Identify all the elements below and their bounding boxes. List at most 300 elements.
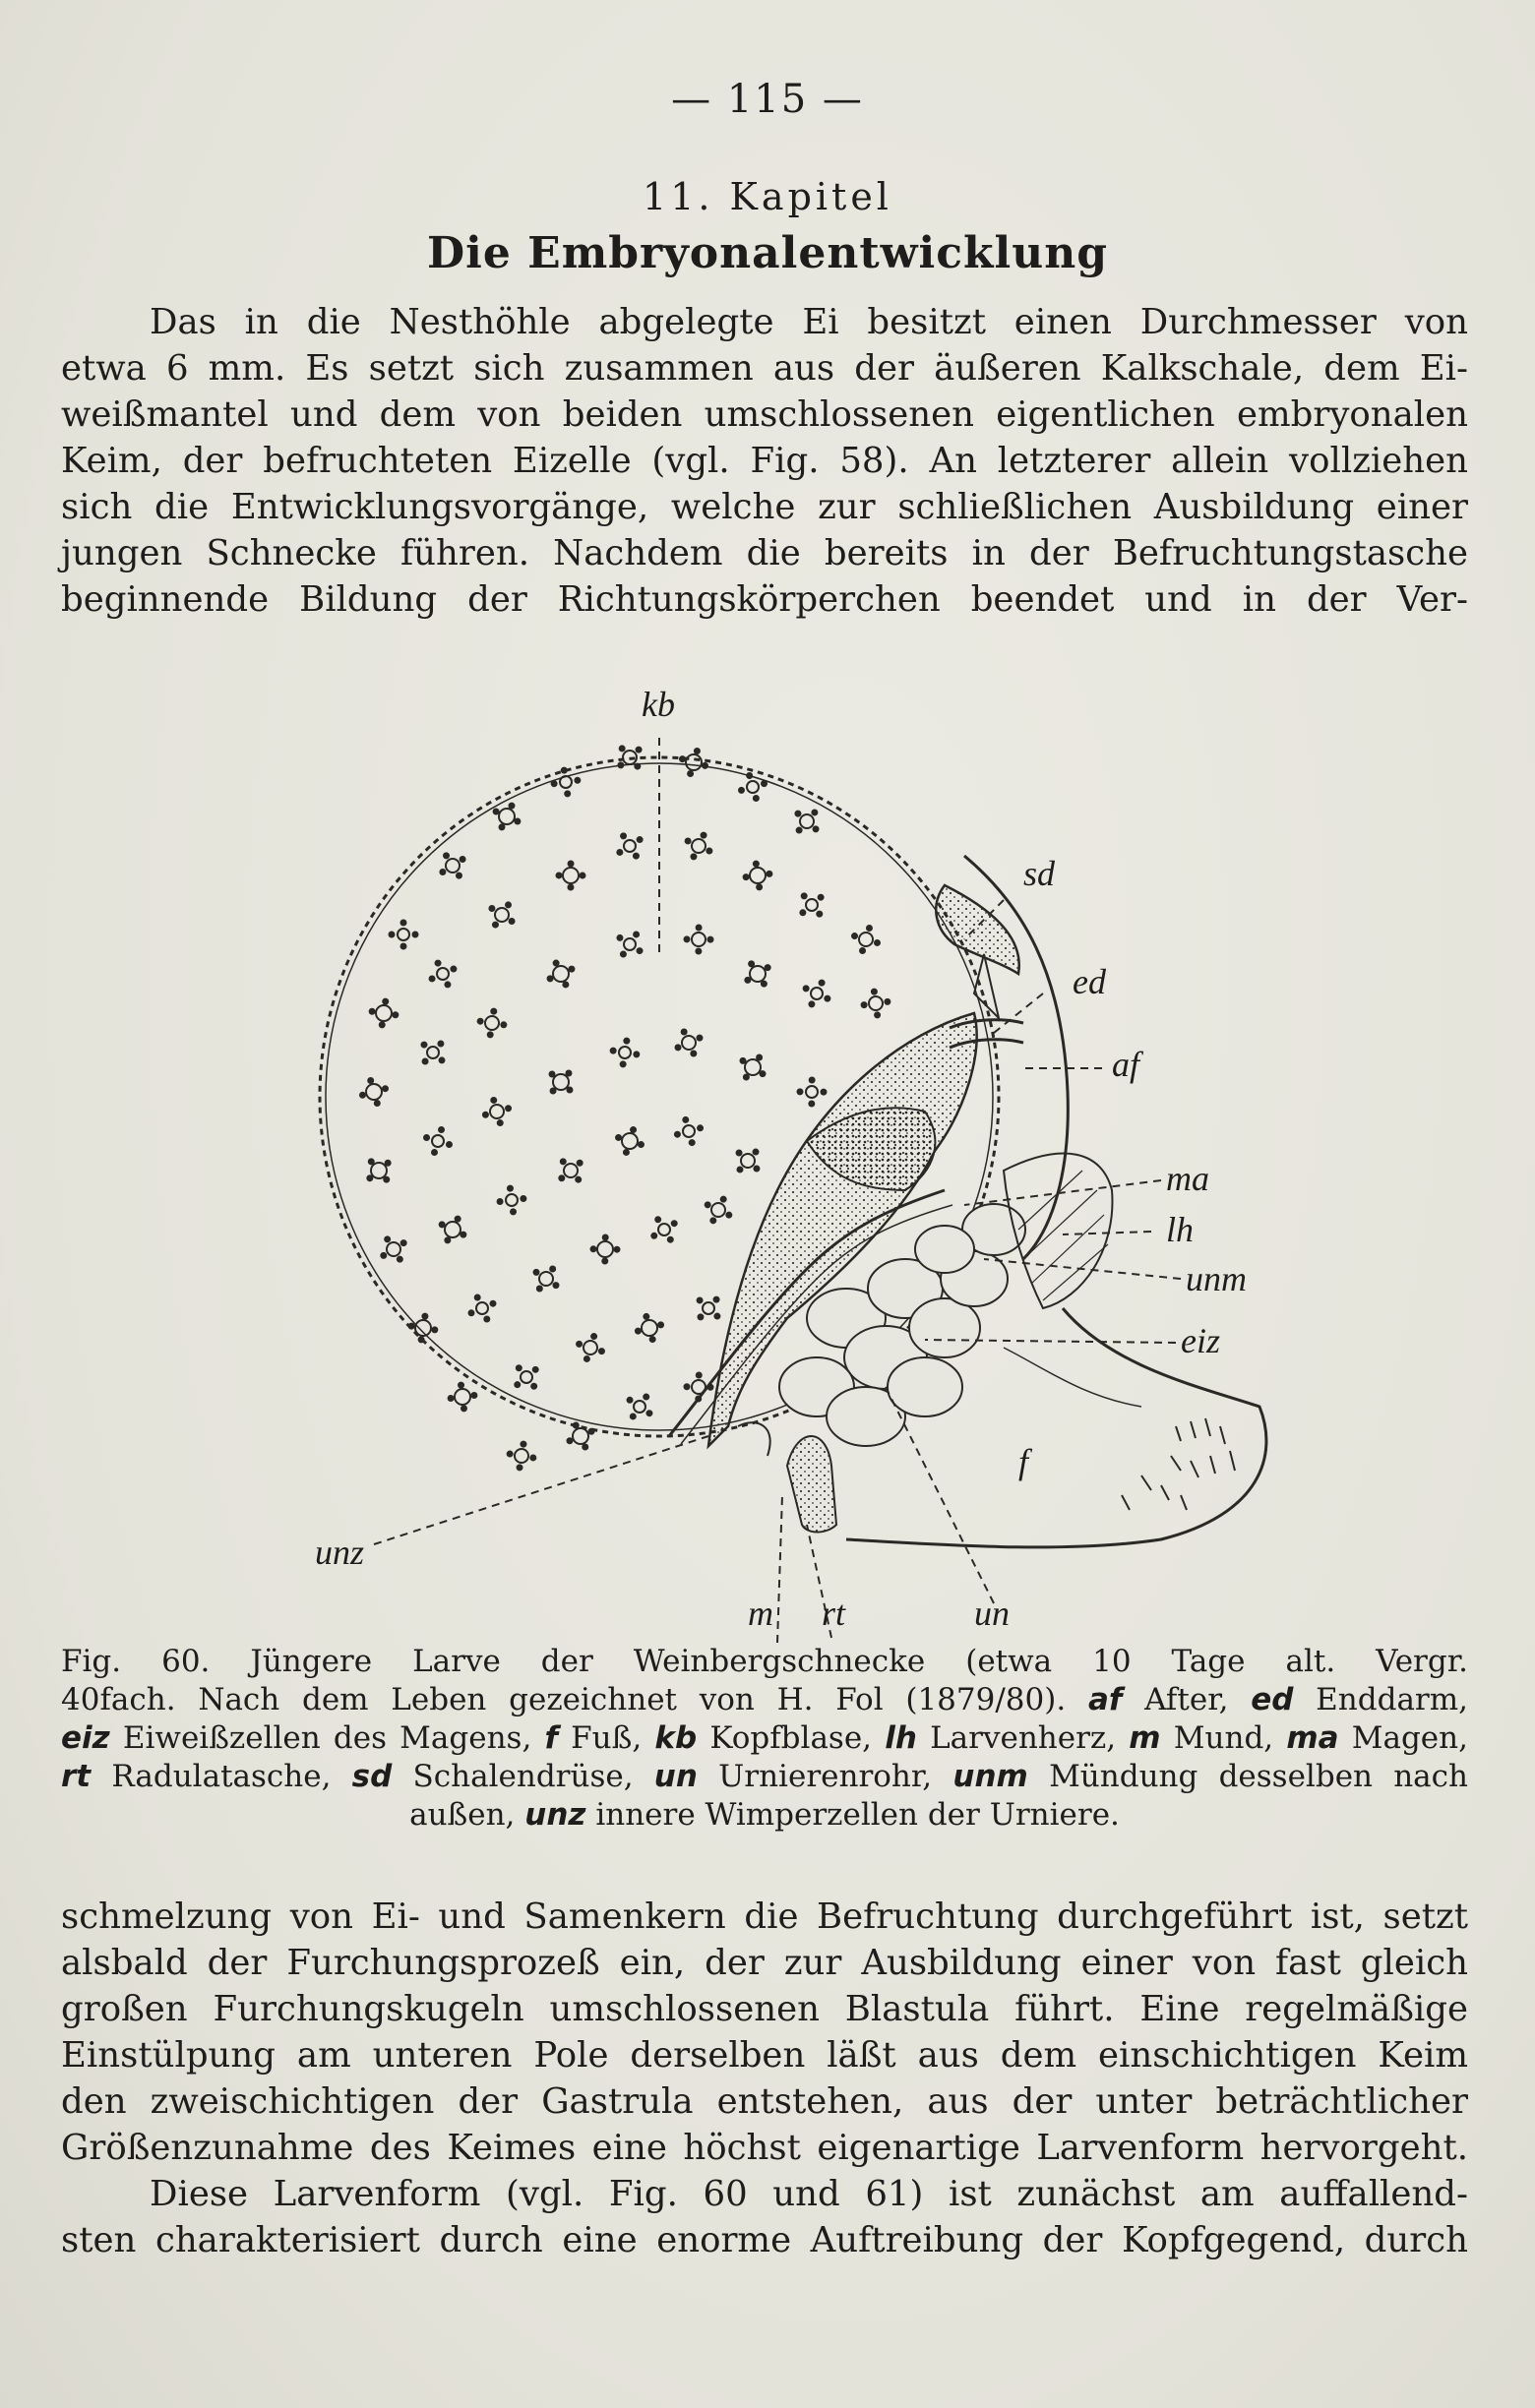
cell-nucleus — [686, 754, 702, 770]
cell-granule — [766, 965, 770, 970]
cell-granule — [422, 1314, 427, 1319]
cell-granule — [862, 1002, 867, 1007]
cell-granule — [703, 763, 707, 768]
cell-granule — [421, 1043, 426, 1048]
cell-granule — [658, 1322, 663, 1327]
cell-granule — [494, 810, 499, 814]
cell-granule — [616, 1135, 621, 1140]
cell-granule — [875, 1012, 880, 1017]
cell-granule — [438, 1041, 443, 1046]
cell-granule — [515, 1382, 520, 1387]
cell-granule — [565, 791, 570, 796]
cell-granule — [740, 1058, 745, 1063]
cell-granule — [584, 1356, 589, 1361]
cell-granule — [548, 976, 553, 981]
cell-granule — [676, 1045, 681, 1050]
cell-granule — [644, 1395, 648, 1400]
cell-nucleus — [573, 1428, 588, 1444]
cell-granule — [639, 1142, 644, 1147]
cell-granule — [559, 1175, 564, 1180]
cell-granule — [552, 781, 557, 786]
cell-nucleus — [750, 868, 766, 883]
cell-granule — [685, 936, 690, 941]
cell-granule — [385, 1236, 390, 1241]
page-number: — 115 — — [671, 77, 864, 122]
cell-granule — [521, 1196, 525, 1201]
cell-granule — [860, 948, 865, 953]
cell-granule — [638, 837, 643, 842]
cell-nucleus — [427, 1047, 439, 1058]
cell-granule — [621, 952, 626, 957]
cell-granule — [754, 862, 759, 867]
cell-granule — [617, 935, 622, 940]
cell-granule — [706, 1202, 710, 1207]
cell-granule — [471, 1393, 476, 1398]
cell-granule — [537, 1286, 542, 1291]
text-line: großen Furchungskugeln umschlossenen Blastula führt. Eine regelmäßige — [61, 1989, 1468, 2029]
cell-granule — [511, 1209, 516, 1214]
cell-granule — [852, 933, 857, 938]
cell-granule — [690, 1140, 695, 1145]
cell-granule — [484, 1316, 489, 1321]
cell-nucleus — [560, 776, 572, 788]
foot-cilia — [1122, 1418, 1235, 1510]
cell-nucleus — [398, 929, 409, 940]
cell-granule — [685, 1384, 690, 1389]
cell-granule — [469, 1310, 474, 1315]
cell-granule — [508, 1186, 513, 1191]
cell-granule — [710, 1218, 715, 1223]
label-rt: rt — [822, 1594, 846, 1633]
text-line: Diese Larvenform (vgl. Fig. 60 und 61) ist zunächst am auffallend- — [150, 2174, 1468, 2214]
text-line: Das in die Nesthöhle abgelegte Ei besitzt einen Durchmesser von — [150, 302, 1468, 342]
cell-granule — [621, 833, 626, 838]
chapter-heading: 11. Kapitel — [643, 175, 892, 218]
cell-granule — [534, 1270, 539, 1275]
cell-granule — [614, 1247, 619, 1252]
cell-nucleus — [750, 966, 766, 982]
cell-granule — [621, 1061, 626, 1066]
foot-inner-line — [1004, 1348, 1141, 1407]
cell-granule — [749, 961, 754, 966]
cell-granule — [762, 982, 767, 987]
cell-granule — [440, 1057, 445, 1062]
cell-granule — [726, 1213, 731, 1218]
cell-granule — [531, 1384, 536, 1389]
label-ed: ed — [1073, 962, 1106, 1001]
cell-granule — [655, 1217, 660, 1222]
cell-granule — [578, 1161, 583, 1166]
cell-granule — [707, 937, 712, 942]
cell-granule — [369, 1159, 374, 1164]
cell-granule — [440, 1222, 445, 1227]
cell-granule — [767, 872, 771, 876]
cell-granule — [631, 1414, 636, 1418]
cell-granule — [875, 940, 880, 945]
cell-granule — [620, 746, 625, 751]
cell-granule — [413, 933, 418, 937]
cell-nucleus — [485, 1016, 499, 1030]
cell-nucleus — [619, 1047, 631, 1058]
cell-granule — [447, 1142, 452, 1147]
cell-granule — [697, 1373, 702, 1378]
cell-nucleus — [490, 1105, 504, 1118]
cell-granule — [624, 1039, 629, 1044]
cell-granule — [668, 1237, 673, 1242]
cell-nucleus — [806, 1086, 818, 1098]
cell-granule — [500, 824, 505, 829]
cell-granule — [493, 923, 498, 928]
cell-granule — [478, 1019, 483, 1024]
cell-nucleus — [539, 1272, 553, 1286]
cell-nucleus — [371, 1163, 387, 1178]
cell-nucleus — [553, 966, 569, 982]
cell-granule — [554, 961, 559, 966]
cell-granule — [375, 1101, 380, 1106]
cell-granule — [563, 982, 568, 987]
cell-granule — [386, 1161, 391, 1166]
cell-nucleus — [495, 908, 509, 922]
label-ma: ma — [1166, 1159, 1209, 1198]
cell-granule — [757, 1054, 762, 1059]
cell-granule — [867, 926, 872, 931]
cell-granule — [817, 912, 822, 917]
cell-nucleus — [745, 1059, 761, 1075]
cell-granule — [390, 933, 395, 937]
cell-granule — [821, 1090, 826, 1095]
cell-nucleus — [811, 988, 823, 999]
cell-nucleus — [476, 1302, 488, 1314]
label-af: af — [1112, 1045, 1140, 1084]
cell-granule — [820, 981, 825, 986]
cell-granule — [566, 1071, 571, 1076]
caption-line: eiz Eiweißzellen des Magens, f Fuß, kb Kopfblase, lh Larvenherz, m Mund, ma Magen, — [61, 1720, 1468, 1756]
cell-granule — [569, 862, 574, 867]
cell-nucleus — [682, 1036, 696, 1050]
label-unm: unm — [1186, 1259, 1247, 1298]
label-m: m — [748, 1594, 773, 1633]
paragraph-1 — [61, 299, 1468, 623]
cell-granule — [745, 978, 750, 983]
cell-granule — [368, 1078, 373, 1083]
text-line: jungen Schnecke führen. Nachdem die bereits in der Befruchtungstasche — [61, 533, 1468, 573]
cell-granule — [698, 1125, 703, 1130]
cell-granule — [521, 1442, 525, 1447]
cell-granule — [634, 932, 639, 936]
cell-nucleus — [692, 933, 706, 946]
cell-granule — [683, 1117, 688, 1122]
cell-nucleus — [683, 1125, 695, 1137]
cell-nucleus — [703, 1302, 714, 1314]
cell-granule — [804, 986, 809, 991]
cell-granule — [802, 893, 807, 898]
cell-nucleus — [711, 1203, 725, 1217]
cell-granule — [491, 1098, 496, 1103]
cell-granule — [515, 818, 520, 823]
caption-line: Fig. 60. Jüngere Larve der Weinbergschnecke (etwa 10 Tage alt. Vergr. — [61, 1644, 1468, 1679]
cell-granule — [611, 1049, 616, 1054]
cell-granule — [370, 1009, 375, 1014]
shell-gland-notch — [974, 954, 999, 1018]
cell-nucleus — [521, 1371, 532, 1383]
cell-granule — [618, 762, 623, 767]
text-line: Keim, der befruchteten Eizelle (vgl. Fig. 58). An letzterer allein vollziehen — [61, 441, 1468, 481]
cell-granule — [439, 1127, 444, 1132]
cell-granule — [574, 1422, 579, 1427]
cell-granule — [589, 1429, 594, 1434]
cell-granule — [682, 1030, 687, 1035]
cell-granule — [744, 874, 749, 879]
cell-granule — [624, 1150, 629, 1155]
caption-line: rt Radulatasche, sd Schalendrüse, un Urnierenrohr, unm Mündung desselben nach — [61, 1759, 1468, 1794]
cell-granule — [695, 749, 700, 753]
cell-granule — [691, 854, 696, 859]
cell-nucleus — [806, 899, 818, 911]
cell-granule — [553, 1283, 558, 1288]
cell-granule — [460, 857, 465, 862]
cell-granule — [744, 1075, 749, 1080]
cell-granule — [567, 1087, 572, 1092]
label-kb: kb — [642, 685, 675, 724]
cell-granule — [401, 1240, 406, 1245]
cell-nucleus — [624, 938, 636, 950]
cell-granule — [550, 1072, 555, 1077]
cell-granule — [872, 990, 877, 994]
cell-granule — [737, 1167, 742, 1172]
cell-granule — [451, 967, 456, 972]
cell-granule — [575, 778, 580, 783]
text-line: den zweischichtigen der Gastrula entstehen, aus der unter beträchtlicher — [61, 2081, 1468, 2122]
cell-nucleus — [445, 1222, 460, 1237]
cell-granule — [599, 1349, 604, 1354]
cell-granule — [797, 828, 802, 833]
cell-granule — [490, 1301, 495, 1306]
cell-granule — [456, 1217, 460, 1222]
cell-granule — [617, 850, 622, 855]
cell-granule — [580, 873, 584, 878]
cell-granule — [506, 1106, 511, 1111]
cell-granule — [698, 1314, 703, 1319]
text-line: sten charakterisiert durch eine enorme Auftreibung der Kopfgegend, durch — [61, 2220, 1468, 2260]
cell-granule — [381, 1253, 386, 1258]
caption-line: außen, unz innere Wimperzellen der Urniere. — [409, 1797, 1120, 1833]
cell-granule — [509, 804, 514, 809]
cell-granule — [591, 1246, 596, 1251]
cell-nucleus — [859, 933, 873, 946]
cell-nucleus — [642, 1320, 657, 1336]
cell-nucleus — [583, 1341, 597, 1354]
cell-granule — [714, 1297, 719, 1302]
cell-granule — [383, 999, 388, 1004]
cell-granule — [798, 1089, 803, 1094]
text-line: alsbald der Furchungsprozeß ein, der zur Ausbildung einer von fast gleich — [61, 1943, 1468, 1983]
cell-granule — [637, 748, 642, 752]
cell-granule — [460, 1233, 465, 1237]
cell-granule — [638, 948, 643, 953]
cell-nucleus — [455, 1389, 470, 1405]
text-line: schmelzung von Ei- und Samenkern die Befruchtung durchgeführt ist, setzt — [61, 1896, 1468, 1937]
cell-nucleus — [624, 840, 636, 852]
cell-granule — [432, 1150, 437, 1155]
cell-nucleus — [499, 809, 515, 824]
cell-granule — [812, 810, 817, 814]
cell-granule — [491, 1009, 496, 1014]
cell-nucleus — [564, 1164, 578, 1177]
cell-granule — [697, 926, 702, 931]
label-un: un — [974, 1594, 1010, 1633]
cell-granule — [498, 1120, 503, 1125]
cell-granule — [702, 833, 706, 838]
cell-nucleus — [515, 1449, 528, 1463]
cell-granule — [814, 826, 819, 831]
paragraph-3 — [61, 2171, 1468, 2263]
radula-sac — [787, 1436, 836, 1533]
cell-granule — [885, 999, 890, 1004]
cell-nucleus — [634, 1401, 645, 1413]
cell-granule — [367, 1175, 372, 1180]
cell-granule — [508, 1452, 513, 1457]
cell-granule — [737, 1150, 742, 1155]
cell-nucleus — [692, 839, 706, 853]
cell-nucleus — [658, 1224, 670, 1235]
cell-granule — [423, 1059, 428, 1064]
cell-granule — [576, 1177, 581, 1182]
cell-granule — [675, 1132, 680, 1137]
cell-granule — [646, 1411, 651, 1415]
cell-granule — [461, 1406, 466, 1411]
cell-granule — [569, 967, 574, 972]
cell-nucleus — [437, 968, 449, 980]
cell-nucleus — [869, 996, 883, 1010]
cell-granule — [488, 1032, 493, 1037]
label-unz: unz — [315, 1533, 365, 1572]
cell-granule — [754, 1167, 759, 1172]
cell-granule — [762, 781, 767, 786]
cell-granule — [628, 1398, 633, 1403]
paragraph-2 — [61, 1894, 1468, 2171]
cell-granule — [561, 1159, 566, 1164]
figure-caption — [61, 1643, 1468, 1835]
cell-granule — [459, 1383, 463, 1388]
cell-granule — [686, 838, 691, 843]
cell-nucleus — [553, 1074, 569, 1090]
cell-granule — [696, 948, 701, 953]
cell-granule — [800, 910, 805, 915]
cell-granule — [483, 1113, 488, 1117]
cell-granule — [424, 1135, 429, 1140]
cell-granule — [383, 1086, 388, 1091]
page-title: Die Embryonalentwicklung — [427, 228, 1108, 278]
cell-nucleus — [741, 1154, 755, 1168]
cell-granule — [567, 1438, 572, 1443]
cell-granule — [810, 1078, 815, 1083]
mouth-region — [738, 1422, 770, 1456]
cell-granule — [697, 1036, 702, 1041]
cell-granule — [449, 1396, 454, 1401]
cell-granule — [557, 873, 562, 877]
cell-granule — [739, 788, 744, 793]
cell-nucleus — [387, 1242, 400, 1256]
cell-granule — [634, 1052, 639, 1056]
cell-granule — [489, 906, 494, 911]
cell-granule — [384, 1177, 389, 1182]
cell-granule — [409, 1324, 414, 1329]
cell-granule — [651, 1234, 656, 1238]
cell-granule — [634, 854, 639, 859]
cell-granule — [393, 1012, 398, 1017]
cell-granule — [401, 944, 406, 949]
cell-nucleus — [415, 1320, 431, 1336]
cell-granule — [517, 1365, 522, 1370]
cell-granule — [510, 919, 515, 924]
cell-nucleus — [446, 859, 460, 873]
cell-granule — [757, 884, 762, 889]
cell-granule — [562, 768, 567, 773]
cell-granule — [583, 1445, 587, 1450]
cell-granule — [754, 796, 759, 801]
cell-granule — [635, 764, 640, 769]
cell-granule — [506, 902, 511, 907]
cell-granule — [551, 1088, 556, 1093]
cell-granule — [644, 1314, 648, 1319]
text-line: beginnende Bildung der Richtungskörperchen beendet und in der Ver- — [61, 579, 1468, 620]
cell-granule — [568, 884, 573, 889]
cell-granule — [518, 1465, 522, 1470]
cell-nucleus — [366, 1084, 382, 1100]
cell-granule — [533, 1367, 538, 1372]
cell-granule — [761, 1071, 766, 1076]
cell-granule — [475, 1295, 480, 1300]
label-lh: lh — [1166, 1210, 1195, 1249]
cell-granule — [602, 1258, 607, 1263]
cell-granule — [747, 773, 752, 778]
cell-granule — [672, 1221, 677, 1226]
cell-granule — [636, 1329, 641, 1334]
cell-nucleus — [563, 868, 579, 883]
cell-granule — [631, 1127, 636, 1132]
cell-granule — [444, 853, 449, 858]
label-f: f — [1018, 1442, 1029, 1481]
cell-granule — [445, 982, 450, 987]
cell-granule — [603, 1235, 608, 1240]
cell-granule — [650, 1337, 655, 1342]
cell-nucleus — [747, 781, 759, 793]
cell-granule — [809, 1101, 814, 1106]
text-line: Größenzunahme des Keimes eine höchst eigenartige Larvenform hervorgeht. — [61, 2128, 1468, 2168]
cell-granule — [688, 771, 693, 776]
caption-line: 40fach. Nach dem Leben gezeichnet von H. Fol (1879/80). af After, ed Enddarm, — [61, 1682, 1468, 1717]
cell-nucleus — [432, 1135, 444, 1147]
heart-hatching — [1018, 1171, 1108, 1300]
cell-granule — [550, 1267, 555, 1272]
cell-granule — [698, 1297, 703, 1302]
cell-nucleus — [800, 814, 814, 828]
cell-nucleus — [597, 1241, 613, 1257]
cell-granule — [430, 976, 435, 981]
cell-granule — [457, 873, 461, 878]
text-line: weißmantel und dem von beiden umschlossenen eigentlichen embryonalen — [61, 394, 1468, 435]
cell-granule — [436, 961, 441, 966]
label-eiz: eiz — [1181, 1321, 1220, 1360]
cell-nucleus — [622, 1133, 638, 1149]
cell-granule — [360, 1093, 365, 1098]
text-line: sich die Entwicklungsvorgänge, welche zur schließlichen Ausbildung einer — [61, 487, 1468, 527]
cell-granule — [577, 1342, 582, 1347]
cell-granule — [706, 849, 711, 854]
cell-granule — [819, 895, 824, 900]
cell-granule — [714, 1314, 719, 1319]
cell-granule — [691, 1051, 696, 1055]
